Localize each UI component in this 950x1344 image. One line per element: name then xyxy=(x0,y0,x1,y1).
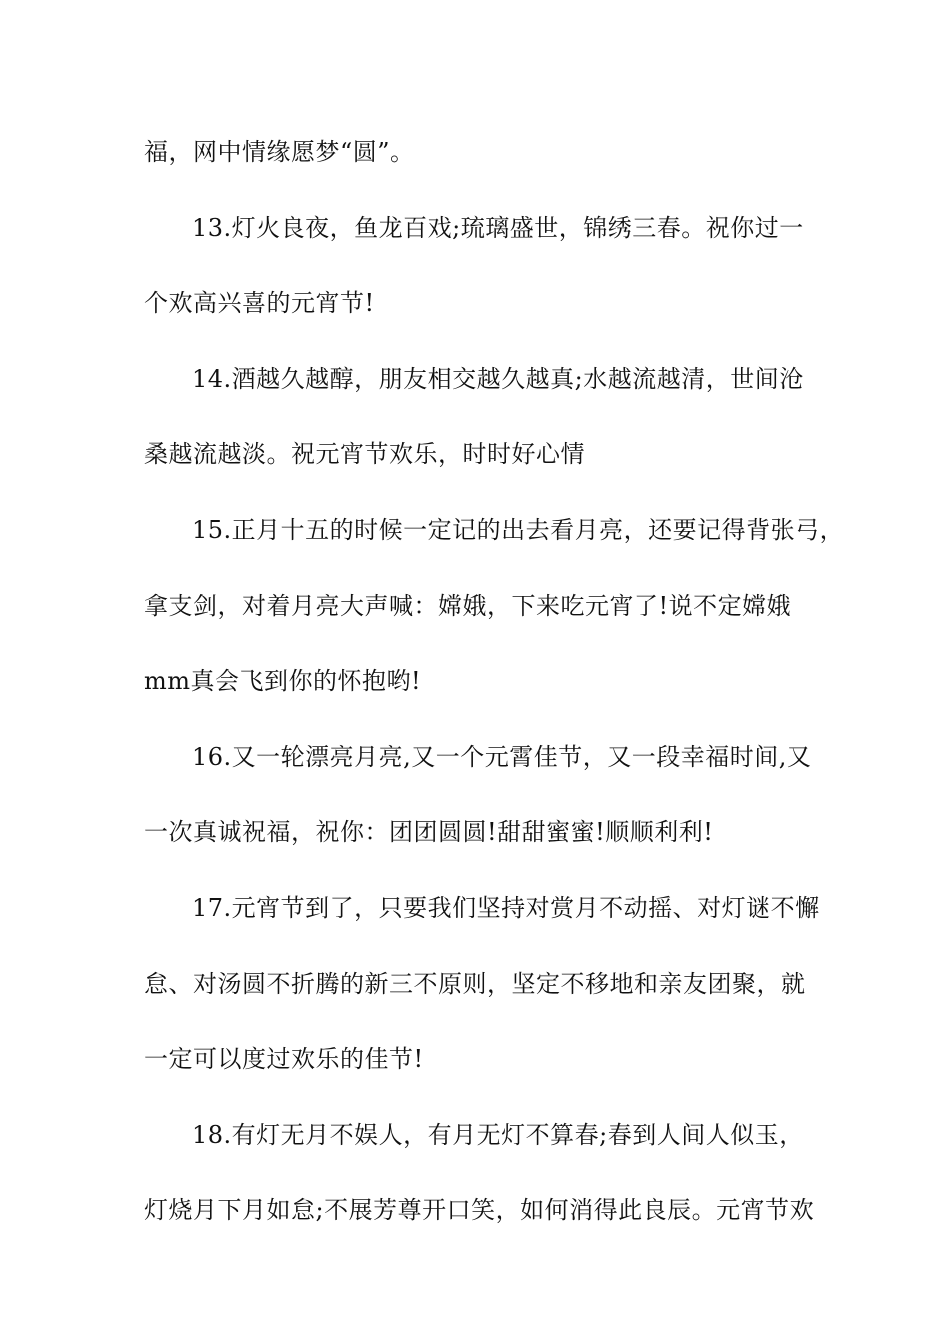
text-line: 桑越流越淡。祝元宵节欢乐，时时好心情 xyxy=(144,440,585,469)
text-line: mm真会飞到你的怀抱哟! xyxy=(144,667,422,696)
text-line: 福，网中情缘愿梦“圆”。 xyxy=(144,138,415,166)
text-line: 13.灯火良夜，鱼龙百戏;琉璃盛世，锦绣三春。祝你过一 xyxy=(192,213,804,242)
text-line: 14.酒越久越醇，朋友相交越久越真;水越流越清，世间沧 xyxy=(192,364,804,393)
document-body xyxy=(144,130,845,1264)
text-line: 18.有灯无月不娱人，有月无灯不算春;春到人间人似玉， xyxy=(192,1120,804,1149)
text-line: 拿支剑，对着月亮大声喊：嫦娥，下来吃元宵了!说不定嫦娥 xyxy=(144,591,792,620)
text-line: 灯烧月下月如怠;不展芳尊开口笑，如何消得此良辰。元宵节欢 xyxy=(144,1196,815,1225)
text-line: 17.元宵节到了，只要我们坚持对赏月不动摇、对灯谜不懈 xyxy=(192,893,820,922)
text-line: 15.正月十五的时候一定记的出去看月亮，还要记得背张弓， xyxy=(192,515,845,544)
text-line: 16.又一轮漂亮月亮,又一个元霄佳节，又一段幸福时间,又 xyxy=(192,742,812,771)
text-line: 一定可以度过欢乐的佳节! xyxy=(144,1045,424,1074)
text-line: 个欢高兴喜的元宵节! xyxy=(144,289,375,318)
text-line: 一次真诚祝福，祝你：团团圆圆!甜甜蜜蜜!顺顺利利! xyxy=(144,818,714,847)
text-line: 怠、对汤圆不折腾的新三不原则，坚定不移地和亲友团聚，就 xyxy=(144,969,806,998)
